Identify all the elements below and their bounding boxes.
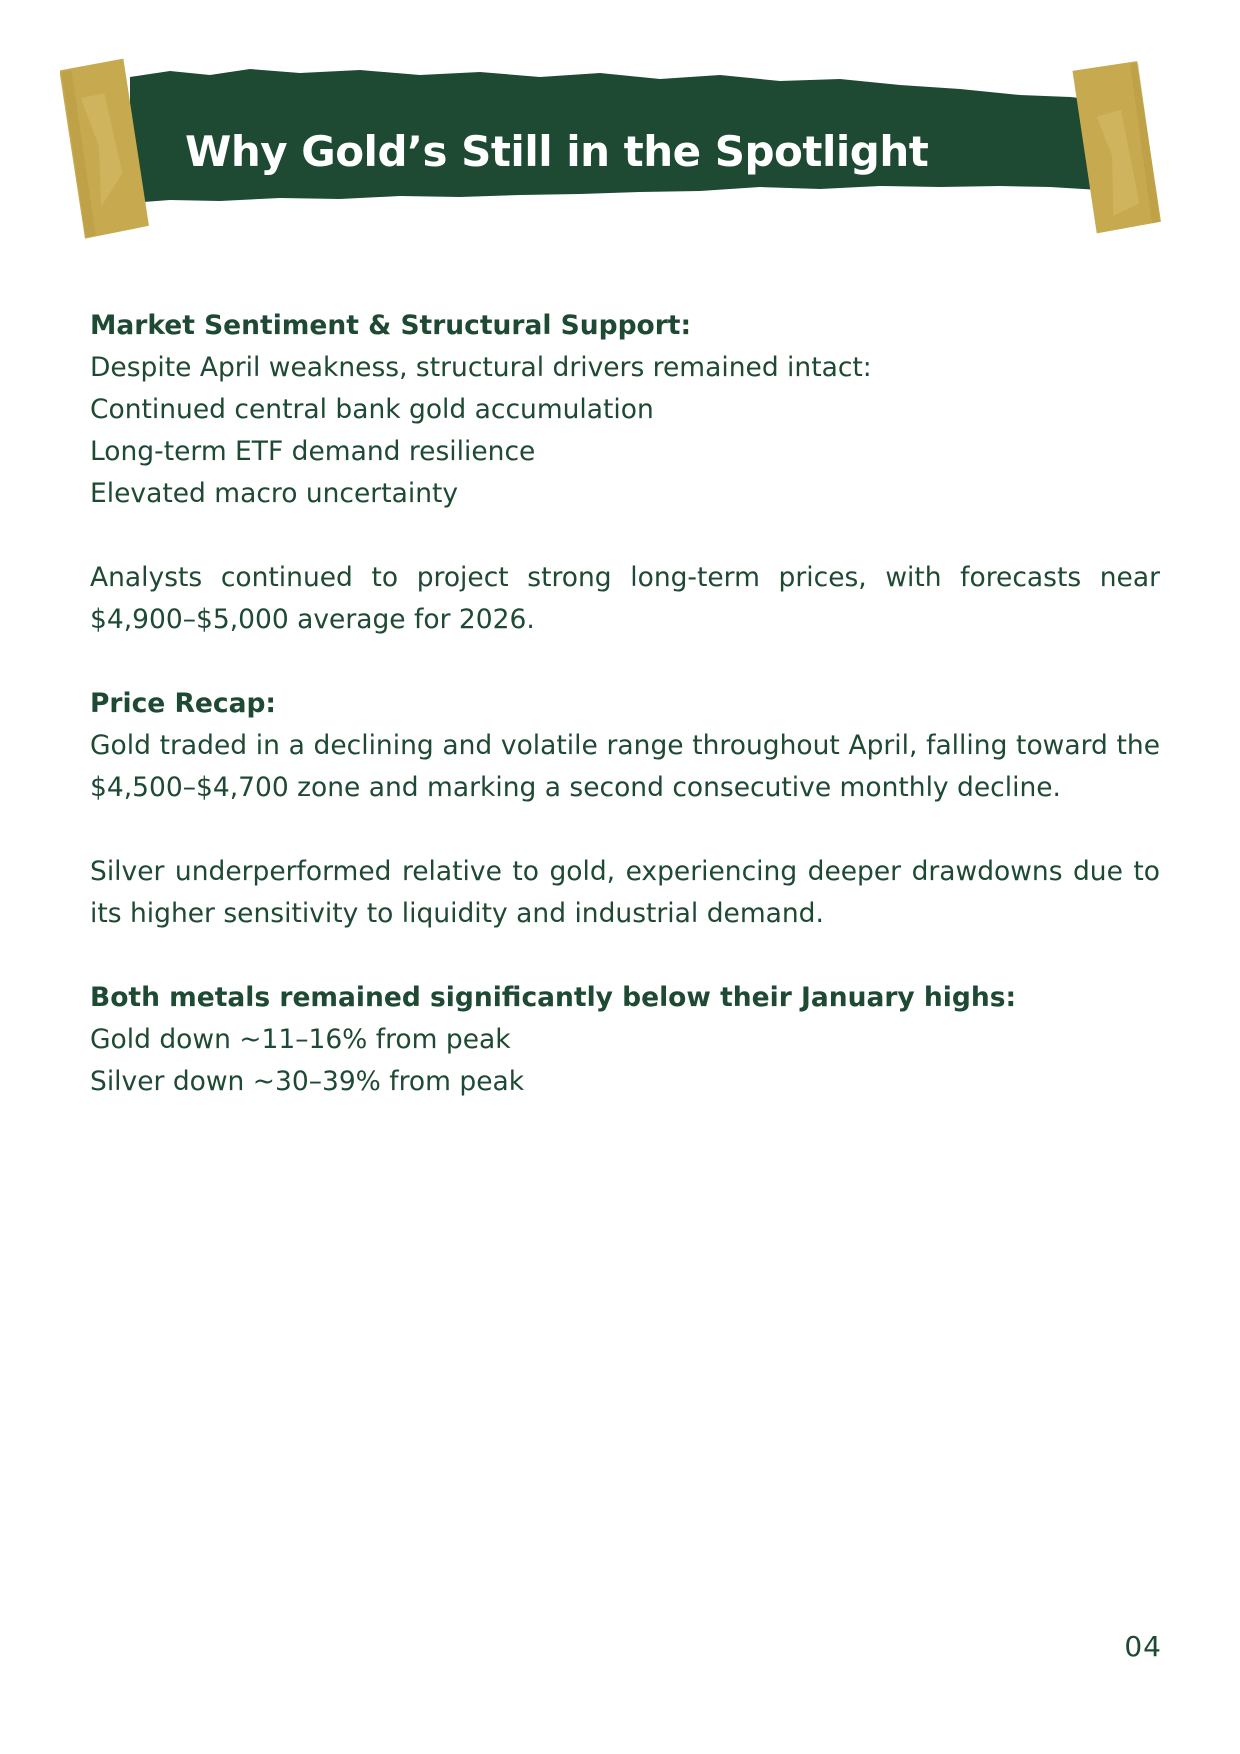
list-item: Silver down ~30–39% from peak (90, 1066, 525, 1097)
section-heading-both-metals: Both metals remained significantly below their January highs: (90, 982, 1017, 1013)
gold-recap-paragraph: Gold traded in a declining and volatile range throughout April, falling toward the $4,500–$4,700 zone and marking a second consecutive monthly decline. (90, 730, 1160, 803)
body-content (90, 305, 1160, 1103)
section-heading-price-recap: Price Recap: (90, 688, 277, 719)
list-item: Gold down ~11–16% from peak (90, 1024, 511, 1055)
title-banner (60, 55, 1190, 250)
section-heading-market-sentiment: Market Sentiment & Structural Support: (90, 310, 692, 341)
intro-text: Despite April weakness, structural drivers remained intact: (90, 352, 872, 383)
list-item: Long-term ETF demand resilience (90, 436, 536, 467)
analysts-paragraph: Analysts continued to project strong long-term prices, with forecasts near $4,900–$5,000 average for 2026. (90, 562, 1160, 635)
silver-recap-paragraph: Silver underperformed relative to gold, experiencing deeper drawdowns due to its higher sensitivity to liquidity and industrial demand. (90, 856, 1160, 929)
right-tape (1072, 60, 1161, 234)
list-item: Continued central bank gold accumulation (90, 394, 654, 425)
list-item: Elevated macro uncertainty (90, 478, 459, 509)
page-title: Why Gold’s Still in the Spotlight (185, 127, 929, 176)
page-number: 04 (1124, 1630, 1162, 1663)
